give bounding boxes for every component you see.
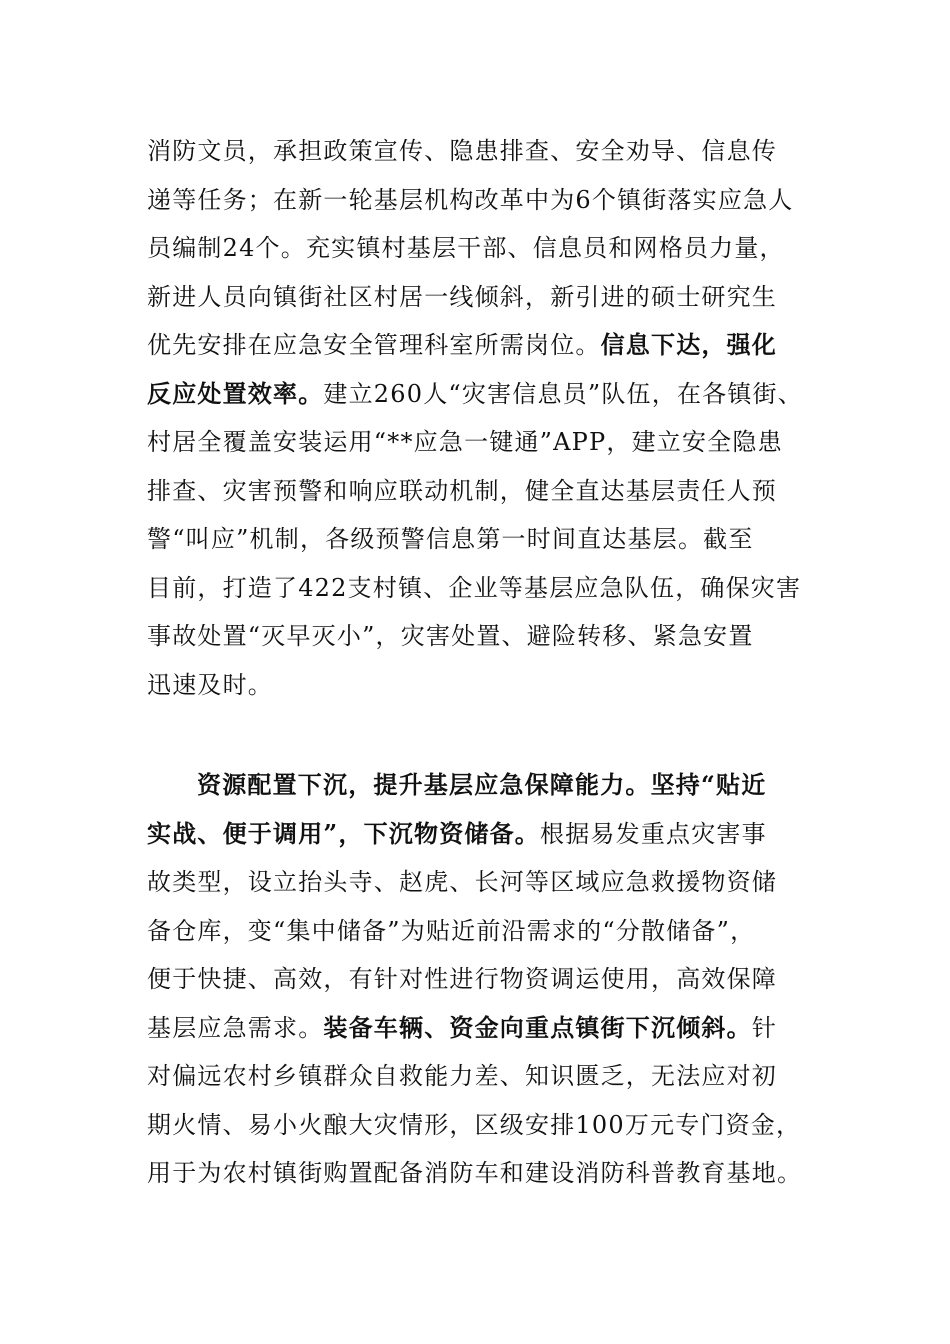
paragraph-2	[147, 761, 827, 1198]
text-line: 用于为农村镇街购置配备消防车和建设消防科普教育基地。	[147, 1159, 803, 1187]
text-line	[147, 321, 827, 370]
text-line: 目前，打造了422支村镇、企业等基层应急队伍，确保灾害	[147, 573, 802, 602]
text-run: 针	[751, 1013, 778, 1042]
text-line	[147, 370, 827, 419]
text-line: 便于快捷、高效，有针对性进行物资调运使用，高效保障	[147, 965, 777, 993]
bold-heading-run: 装备车辆、资金向重点镇街下沉倾斜。	[323, 1012, 752, 1042]
paragraph-1	[147, 127, 827, 709]
text-line: 对偏远农村乡镇群众自救能力差、知识匮乏，无法应对初	[147, 1062, 777, 1090]
text-run: 基层应急需求。	[147, 1013, 324, 1042]
text-line: 期火情、易小火酿大灾情形，区级安排100万元专门资金，	[147, 1110, 802, 1139]
text-line: 备仓库，变“集中储备”为贴近前沿需求的“分散储备”，	[147, 916, 756, 945]
text-line: 村居全覆盖安装运用“**应急一键通”APP，建立安全隐患	[147, 428, 783, 456]
text-line: 警“叫应”机制，各级预警信息第一时间直达基层。截至	[147, 525, 754, 553]
text-run: 根据易发重点灾害事	[540, 819, 767, 848]
text-line: 故类型，设立抬头寺、赵虎、长河等区域应急救援物资储	[147, 868, 777, 896]
text-line: 迅速及时。	[147, 670, 273, 699]
text-run: 建立260人“灾害信息员”队伍，在各镇街、	[323, 379, 803, 408]
text-line: 资源配置下沉，提升基层应急保障能力。坚持“贴近	[197, 770, 767, 799]
text-line: 排查、灾害预警和响应联动机制，健全直达基层责任人预	[147, 476, 777, 505]
text-run: 优先安排在应急安全管理科室所需岗位。	[147, 331, 601, 359]
text-line	[147, 810, 827, 859]
text-line: 员编制24个。充实镇村基层干部、信息员和网格员力量，	[147, 234, 785, 262]
text-line	[147, 1004, 827, 1053]
text-line: 新进人员向镇街社区村居一线倾斜，新引进的硕士研究生	[147, 282, 777, 311]
bold-heading-run: 反应处置效率。	[147, 378, 324, 408]
text-line: 消防文员，承担政策宣传、隐患排查、安全劝导、信息传	[147, 137, 777, 165]
text-line: 事故处置“灭早灭小”，灾害处置、避险转移、紧急安置	[147, 622, 754, 650]
bold-heading-run: 实战、便于调用”，下沉物资储备。	[147, 818, 541, 848]
bold-heading-run: 信息下达，强化	[600, 330, 778, 359]
text-line: 递等任务；在新一轮基层机构改革中为6个镇街落实应急人	[147, 185, 794, 214]
